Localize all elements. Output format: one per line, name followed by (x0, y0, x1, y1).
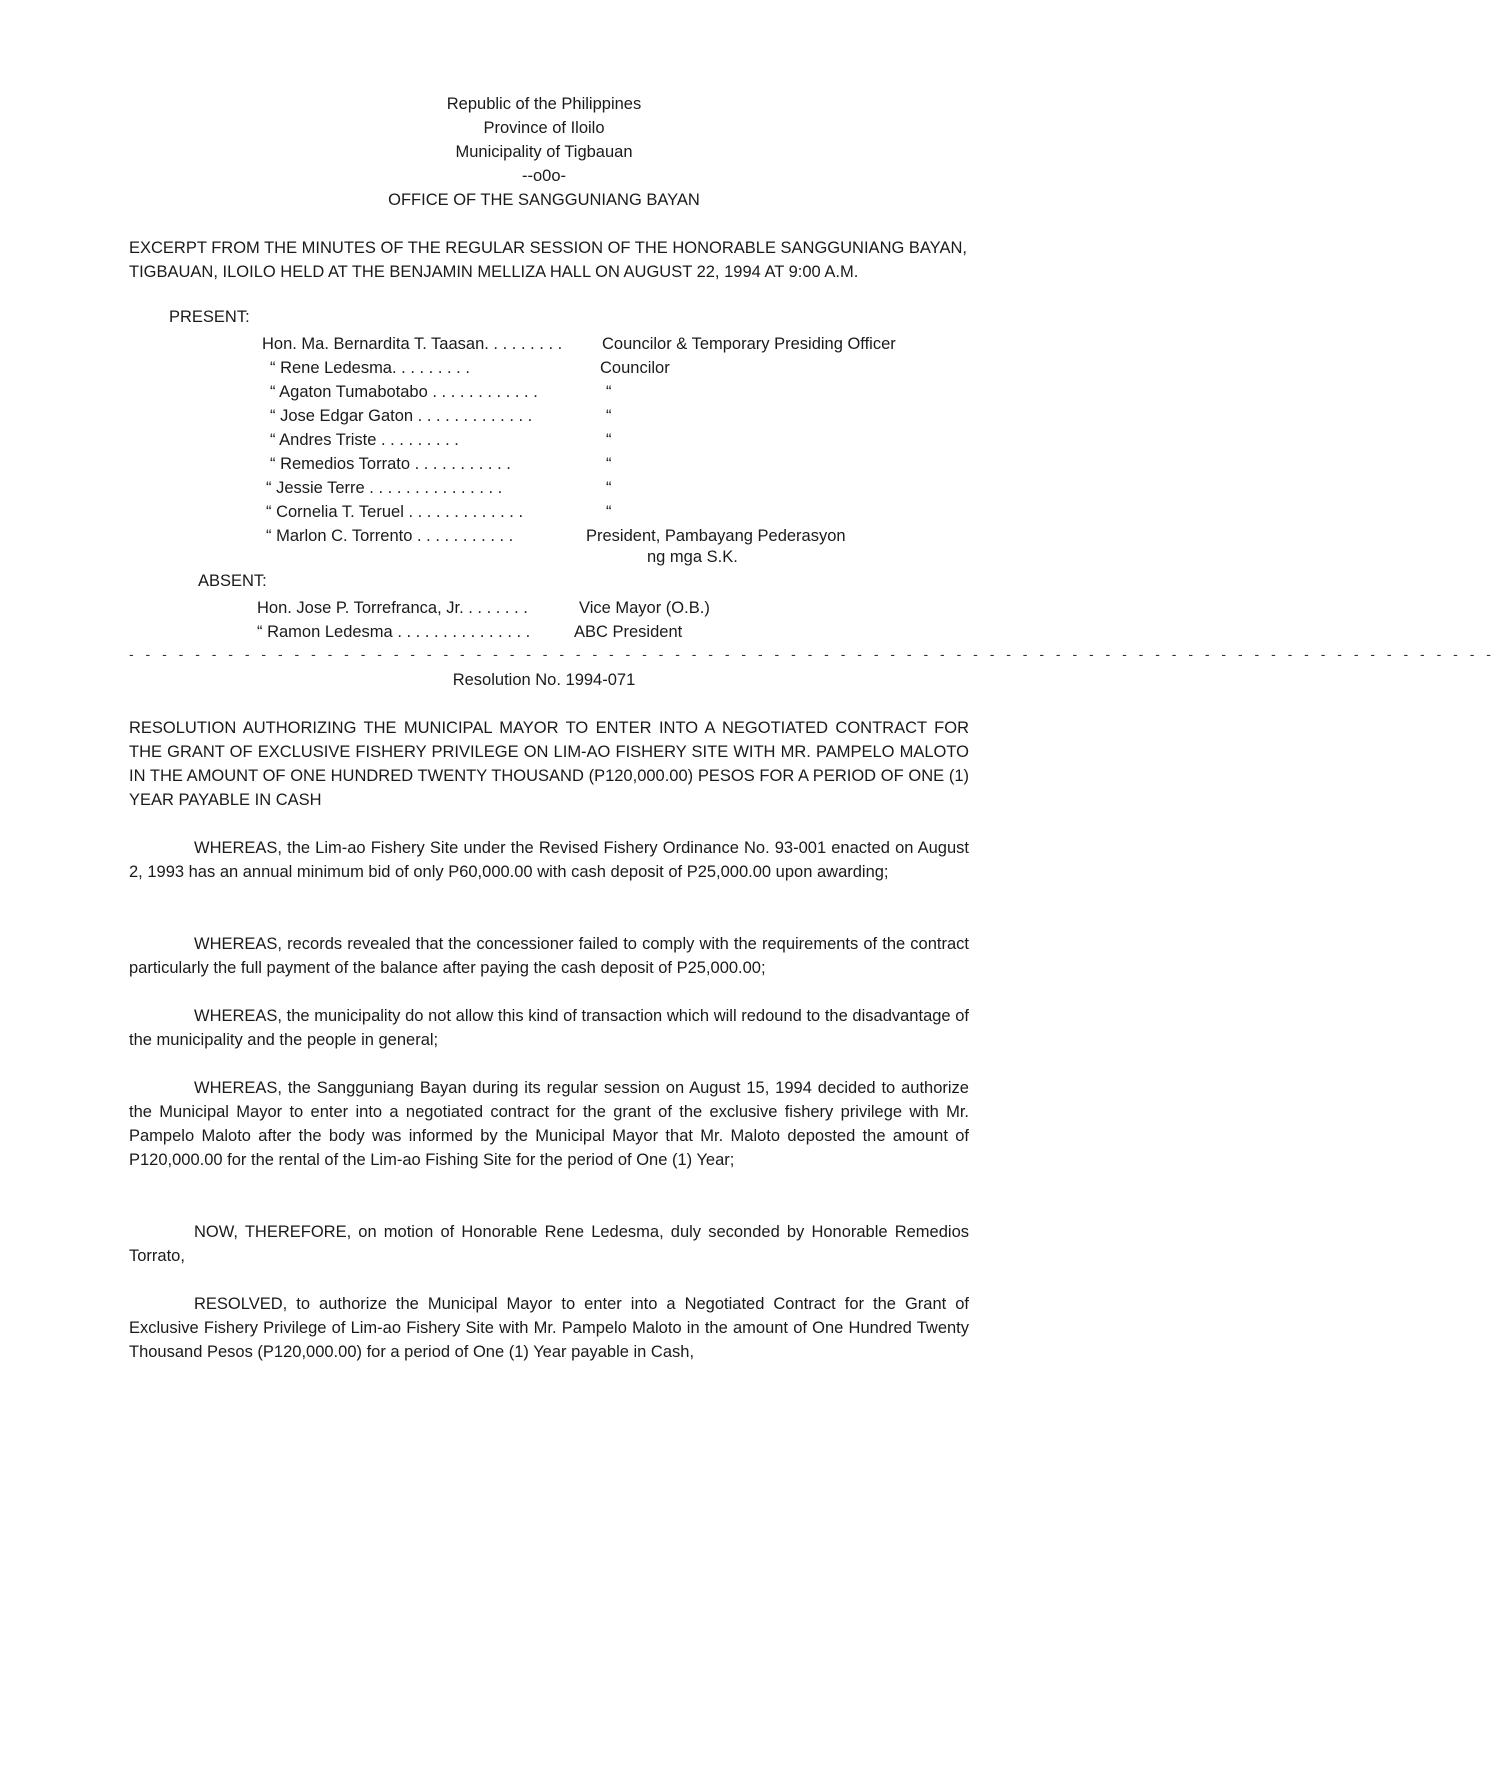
separator-line: - - - - - - - - - - - - - - - - - - - - - - - - - - - - - - - - - - - - - - - - - - - - - - - - - - - - - - - - - - - - - - - - - - - - - - - - - - - - - - - - - - - (129, 646, 1495, 662)
present-label: PRESENT: (169, 308, 250, 326)
member-role: “ (606, 503, 612, 521)
member-role-continuation: ng mga S.K. (647, 548, 738, 566)
member-name: Hon. Ma. Bernardita T. Taasan. . . . . . . . . (262, 335, 563, 353)
whereas-paragraph: WHEREAS, the Sangguniang Bayan during its regular session on August 15, 1994 decided to authorize the Municipal Mayor to enter into a negotiated contract for the grant of the exclusive fishery privilege with Mr. Pampelo Maloto after the body was informed by the Municipal Mayor that Mr. Maloto deposted the amount of P120,000.00 for the rental of the Lim-ao Fishing Site for the period of One (1) Year; (129, 1079, 969, 1169)
whereas-paragraph: WHEREAS, the municipality do not allow this kind of transaction which will redound to the disadvantage of the municipality and the people in general; (129, 1007, 969, 1049)
member-name: “ Cornelia T. Teruel . . . . . . . . . . . . . (266, 503, 524, 521)
member-role: “ (606, 431, 612, 449)
member-name: “ Jose Edgar Gaton . . . . . . . . . . . . . (270, 407, 533, 425)
member-name: “ Andres Triste . . . . . . . . . (270, 431, 459, 449)
republic-line: Republic of the Philippines (446, 95, 642, 113)
member-name: “ Remedios Torrato . . . . . . . . . . . (270, 455, 511, 473)
member-name: “ Marlon C. Torrento . . . . . . . . . . . (266, 527, 514, 545)
now-therefore-paragraph: NOW, THEREFORE, on motion of Honorable Rene Ledesma, duly seconded by Honorable Remedios Torrato, (129, 1223, 969, 1265)
whereas-paragraph: WHEREAS, records revealed that the concessioner failed to comply with the requirements of the contract particularly the full payment of the balance after paying the cash deposit of P25,000.00; (129, 935, 969, 977)
member-role: “ (606, 479, 612, 497)
member-role: Councilor (600, 359, 670, 377)
member-role: “ (606, 407, 612, 425)
ornament-line: --o0o- (521, 167, 566, 185)
minutes-excerpt: EXCERPT FROM THE MINUTES OF THE REGULAR SESSION OF THE HONORABLE SANGGUNIANG BAYAN, TIGBAUAN, ILOILO HELD AT THE BENJAMIN MELLIZA HALL ON AUGUST 22, 1994 AT 9:00 A.M. (129, 239, 967, 281)
member-role: ABC President (574, 623, 683, 641)
member-name: “ Ramon Ledesma . . . . . . . . . . . . . . . (257, 623, 531, 641)
member-name: “ Agaton Tumabotabo . . . . . . . . . . . . (270, 383, 538, 401)
member-name: “ Jessie Terre . . . . . . . . . . . . . . . (266, 479, 503, 497)
member-role: “ (606, 455, 612, 473)
province-line: Province of Iloilo (483, 119, 605, 137)
member-name: Hon. Jose P. Torrefranca, Jr. . . . . . . . (257, 599, 528, 617)
resolution-number: Resolution No. 1994-071 (452, 671, 636, 689)
member-name: “ Rene Ledesma. . . . . . . . . (270, 359, 470, 377)
absent-label: ABSENT: (198, 572, 267, 590)
member-role: Vice Mayor (O.B.) (579, 599, 710, 617)
whereas-paragraph: WHEREAS, the Lim-ao Fishery Site under the Revised Fishery Ordinance No. 93-001 enacted on August 2, 1993 has an annual minimum bid of only P60,000.00 with cash deposit of P25,000.00 upon awarding; (129, 839, 969, 881)
member-role: President, Pambayang Pederasyon (586, 527, 846, 545)
resolution-title: RESOLUTION AUTHORIZING THE MUNICIPAL MAYOR TO ENTER INTO A NEGOTIATED CONTRACT FOR THE GRANT OF EXCLUSIVE FISHERY PRIVILEGE ON LIM-AO FISHERY SITE WITH MR. PAMPELO MALOTO IN THE AMOUNT OF ONE HUNDRED TWENTY THOUSAND (P120,000.00) PESOS FOR A PERIOD OF ONE (1) YEAR PAYABLE IN CASH (129, 719, 969, 809)
letterhead (0, 92, 1088, 212)
member-role: Councilor & Temporary Presiding Officer (602, 335, 896, 353)
resolved-paragraph: RESOLVED, to authorize the Municipal Mayor to enter into a Negotiated Contract for the Grant of Exclusive Fishery Privilege of Lim-ao Fishery Site with Mr. Pampelo Maloto in the amount of One Hundred Twenty Thousand Pesos (P120,000.00) for a period of One (1) Year payable in Cash, (129, 1295, 969, 1361)
office-line: OFFICE OF THE SANGGUNIANG BAYAN (388, 191, 700, 209)
municipality-line: Municipality of Tigbauan (455, 143, 633, 161)
member-role: “ (606, 383, 612, 401)
